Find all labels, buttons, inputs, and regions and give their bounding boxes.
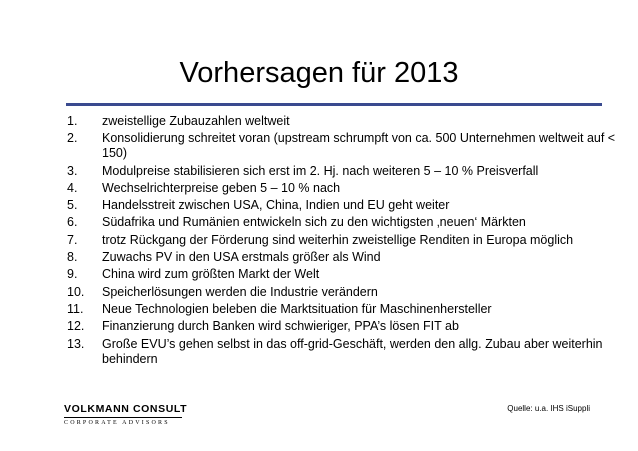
list-item-text: Finanzierung durch Banken wird schwieriger, PPA’s lösen FIT ab (102, 319, 459, 334)
list-item (67, 131, 627, 161)
list-item-number: 1. (67, 114, 78, 128)
list-item-text: Südafrika und Rumänien entwickeln sich zu den wichtigsten ‚neuen‘ Märkten (102, 215, 526, 230)
list-item-text: Neue Technologien beleben die Marktsituation für Maschinenhersteller (102, 301, 492, 316)
list-item (67, 233, 627, 248)
list-item (67, 337, 627, 367)
slide-title: Vorhersagen für 2013 (179, 57, 459, 89)
source-note: Quelle: u.a. IHS iSuppli (507, 404, 590, 413)
list-item-text: China wird zum größten Markt der Welt (102, 267, 320, 282)
list-item-number: 13. (67, 336, 85, 351)
logo-name: VOLKMANN CONSULT (64, 403, 188, 415)
logo-divider (64, 417, 182, 418)
list-item-number: 11. (67, 301, 84, 316)
list-item-number: 8. (67, 250, 78, 265)
list-item (67, 215, 627, 230)
list-item-number: 6. (67, 215, 78, 230)
list-item-number: 3. (67, 163, 78, 178)
list-item-text: Konsolidierung schreitet voran (upstream schrumpft von ca. 500 Unternehmen weltweit auf < 150) (102, 131, 616, 161)
list-item (67, 114, 627, 129)
list-item (67, 164, 627, 179)
forecast-list (67, 114, 627, 369)
list-item (67, 198, 627, 213)
list-item (67, 181, 627, 196)
list-item-number: 4. (67, 180, 78, 195)
list-item (67, 302, 627, 317)
list-item-number: 12. (67, 319, 85, 334)
list-item-text: Große EVU’s gehen selbst in das off-grid-Geschäft, werden den allg. Zubau aber weiterhin behindern (102, 336, 603, 366)
list-item-number: 2. (67, 131, 78, 146)
list-item-text: Handelsstreit zwischen USA, China, Indien und EU geht weiter (102, 198, 450, 213)
list-item-number: 10. (67, 284, 85, 299)
list-item (67, 285, 627, 300)
logo-tagline: CORPORATE ADVISORS (64, 420, 170, 426)
list-item-number: 9. (67, 267, 78, 282)
list-item (67, 319, 627, 334)
list-item-text: zweistellige Zubauzahlen weltweit (102, 114, 290, 128)
list-item-text: trotz Rückgang der Förderung sind weiterhin zweistellige Renditen in Europa möglich (102, 232, 574, 247)
company-logo (64, 403, 186, 427)
list-item-text: Zuwachs PV in den USA erstmals größer als Wind (102, 250, 381, 265)
list-item-text: Wechselrichterpreise geben 5 – 10 % nach (102, 180, 341, 195)
list-item (67, 250, 627, 265)
list-item-text: Speicherlösungen werden die Industrie verändern (102, 284, 378, 299)
list-item (67, 267, 627, 282)
list-item-number: 5. (67, 198, 78, 213)
list-item-text: Modulpreise stabilisieren sich erst im 2. Hj. nach weiteren 5 – 10 % Preisverfall (102, 163, 539, 178)
title-divider (66, 103, 602, 106)
list-item-number: 7. (67, 232, 78, 247)
